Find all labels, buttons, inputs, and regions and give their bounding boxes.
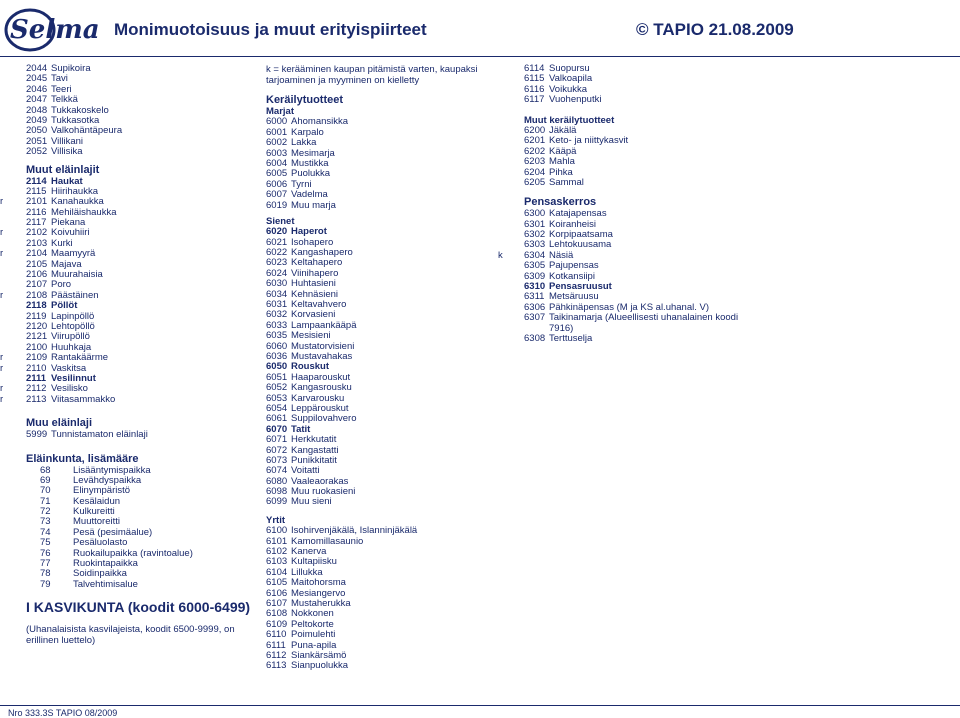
item-code: 2108 bbox=[26, 289, 48, 301]
item-name: Kamomillasaunio bbox=[291, 535, 364, 547]
item-name: Isohapero bbox=[291, 236, 334, 248]
item-code: 6006 bbox=[266, 178, 288, 190]
item-code: 6007 bbox=[266, 189, 288, 201]
column-1 bbox=[0, 63, 256, 647]
item-name: Peltokorte bbox=[291, 618, 334, 630]
item-name: Vuohenputki bbox=[549, 94, 602, 106]
other-animal-list bbox=[26, 430, 256, 440]
list-item bbox=[26, 507, 256, 517]
item-name: Pesäluolasto bbox=[73, 537, 128, 549]
kasvikunta-heading: I KASVIKUNTA (koodit 6000-6499) bbox=[26, 599, 251, 616]
item-name: Kanerva bbox=[291, 546, 327, 558]
shrub-list bbox=[498, 208, 754, 344]
item-name: Pöllöt bbox=[51, 300, 78, 312]
item-code: 6116 bbox=[524, 83, 545, 95]
item-name: Mehiläishaukka bbox=[51, 206, 117, 218]
item-code: 6080 bbox=[266, 475, 288, 487]
item-code: 6201 bbox=[524, 135, 546, 147]
item-name: Vadelma bbox=[291, 189, 328, 201]
item-code: 6303 bbox=[524, 239, 546, 251]
item-code: 70 bbox=[40, 485, 51, 497]
item-code: 2100 bbox=[26, 341, 48, 353]
item-code: 6109 bbox=[266, 618, 288, 630]
item-code: 2047 bbox=[26, 94, 48, 106]
item-name: Nokkonen bbox=[291, 608, 334, 620]
item-name: Koiranheisi bbox=[549, 218, 596, 230]
item-name: Ruokailupaikka (ravintoalue) bbox=[73, 547, 193, 559]
item-name: Vaskitsa bbox=[51, 362, 87, 374]
item-code: 77 bbox=[40, 558, 51, 570]
item-code: 6074 bbox=[266, 465, 288, 477]
attribute-list bbox=[26, 466, 256, 591]
item-name: Kotkansiipi bbox=[549, 270, 595, 282]
item-code: 2114 bbox=[26, 175, 47, 187]
item-name: Supikoira bbox=[51, 63, 91, 74]
item-code: 6002 bbox=[266, 137, 288, 149]
item-code: 79 bbox=[40, 578, 51, 590]
status-mark: r bbox=[0, 248, 4, 260]
item-name: Pähkinäpensas (M ja KS al.uhanal. V) bbox=[549, 301, 710, 313]
list-item bbox=[26, 569, 256, 579]
status-mark: r bbox=[0, 227, 4, 239]
item-name: 7916) bbox=[549, 322, 574, 334]
item-code: 6098 bbox=[266, 486, 288, 498]
item-name: Puolukka bbox=[291, 168, 331, 180]
item-code: 6113 bbox=[266, 660, 287, 672]
item-code: 78 bbox=[40, 568, 51, 580]
list-item bbox=[266, 497, 502, 507]
item-name: Tukkasotka bbox=[51, 114, 100, 126]
item-code: 6305 bbox=[524, 260, 546, 272]
item-name: Kangasrousku bbox=[291, 382, 352, 394]
bird-list bbox=[26, 64, 256, 158]
item-name: Taikinamarja (Alueellisesti uhanalainen koodi bbox=[549, 312, 739, 324]
item-code: 6310 bbox=[524, 281, 546, 293]
item-code: 2118 bbox=[26, 300, 47, 312]
item-code: 6300 bbox=[524, 208, 546, 220]
item-name: Näsiä bbox=[549, 249, 574, 261]
item-name: Kanahaukka bbox=[51, 196, 104, 208]
item-code: 6021 bbox=[266, 236, 288, 248]
item-name: Valkohäntäpeura bbox=[51, 125, 123, 137]
item-name: Lampaankääpä bbox=[291, 319, 357, 331]
item-code: 2045 bbox=[26, 73, 48, 85]
item-name: Teeri bbox=[51, 83, 72, 95]
item-code: 73 bbox=[40, 516, 51, 528]
item-name: Maitohorsma bbox=[291, 577, 346, 589]
item-code: 6104 bbox=[266, 566, 288, 578]
herb-list bbox=[266, 526, 502, 671]
item-code: 6032 bbox=[266, 309, 288, 321]
item-name: Lillukka bbox=[291, 566, 323, 578]
item-code: 6111 bbox=[266, 639, 286, 651]
item-code: 76 bbox=[40, 547, 51, 559]
section-heading: Muu eläinlaji bbox=[26, 417, 93, 430]
item-code: 2119 bbox=[26, 310, 47, 322]
item-name: Haaparouskut bbox=[291, 371, 351, 383]
item-code: 6308 bbox=[524, 332, 546, 344]
item-code: 6023 bbox=[266, 257, 288, 269]
item-code: 2102 bbox=[26, 227, 48, 239]
item-name: Mesimarja bbox=[291, 147, 335, 159]
item-code: 6105 bbox=[266, 577, 288, 589]
item-code: 6034 bbox=[266, 288, 288, 300]
item-name: Korpipaatsama bbox=[549, 229, 613, 241]
list-item bbox=[26, 147, 256, 157]
item-code: 6306 bbox=[524, 301, 546, 313]
item-name: Terttuselja bbox=[549, 332, 593, 344]
item-name: Tunnistamaton eläinlaji bbox=[51, 429, 148, 441]
subsection-heading: Marjat bbox=[266, 106, 294, 117]
item-name: Soidinpaikka bbox=[73, 568, 127, 580]
item-name: Herkkutatit bbox=[291, 434, 337, 446]
item-code: 2120 bbox=[26, 320, 48, 332]
list-item bbox=[266, 201, 502, 211]
item-code: 6108 bbox=[266, 608, 288, 620]
list-item bbox=[26, 528, 256, 538]
item-name: Pensasruusut bbox=[549, 281, 612, 293]
item-code: 6030 bbox=[266, 278, 288, 290]
item-code: 6033 bbox=[266, 319, 288, 331]
item-code: 6005 bbox=[266, 168, 288, 180]
item-name: Tyrni bbox=[291, 178, 312, 190]
item-name: Muurahaisia bbox=[51, 269, 103, 281]
header-rule bbox=[0, 56, 960, 57]
item-code: 6024 bbox=[266, 267, 288, 279]
item-name: Isohirvenjäkälä, Islanninjäkälä bbox=[291, 525, 418, 537]
list-item bbox=[26, 580, 256, 590]
item-name: Lapinpöllö bbox=[51, 310, 95, 322]
item-code: 6022 bbox=[266, 247, 288, 259]
item-name: Lisääntymispaikka bbox=[73, 464, 151, 476]
status-mark: r bbox=[0, 393, 4, 405]
item-code: 6301 bbox=[524, 218, 546, 230]
item-code: 2104 bbox=[26, 248, 48, 260]
item-name: Sianpuolukka bbox=[291, 660, 349, 672]
item-code: 68 bbox=[40, 464, 51, 476]
item-code: 2117 bbox=[26, 217, 47, 229]
item-name: Puna-apila bbox=[291, 639, 337, 651]
item-code: 6099 bbox=[266, 496, 288, 508]
item-code: 6204 bbox=[524, 166, 546, 178]
item-code: 2046 bbox=[26, 83, 48, 95]
item-name: Kehnäsieni bbox=[291, 288, 339, 300]
item-code: 6073 bbox=[266, 454, 288, 466]
item-name: Leppärouskut bbox=[291, 402, 349, 414]
list-item bbox=[26, 476, 256, 486]
item-code: 2106 bbox=[26, 269, 48, 281]
item-code: 2115 bbox=[26, 185, 47, 197]
item-code: 6202 bbox=[524, 145, 546, 157]
item-name: Tukkakoskelo bbox=[51, 104, 109, 116]
item-name: Hiirihaukka bbox=[51, 185, 98, 197]
item-name: Vesilisko bbox=[51, 383, 88, 395]
selma-logo bbox=[0, 0, 102, 56]
item-code: 2105 bbox=[26, 258, 48, 270]
item-name: Suppilovahvero bbox=[291, 413, 357, 425]
item-code: 2044 bbox=[26, 63, 48, 74]
item-name: Kurki bbox=[51, 237, 73, 249]
item-name: Keltahapero bbox=[291, 257, 343, 269]
item-name: Karpalo bbox=[291, 126, 324, 138]
item-code: 74 bbox=[40, 526, 51, 538]
subsection-heading: Yrtit bbox=[266, 514, 285, 526]
list-item bbox=[26, 486, 256, 496]
column-2 bbox=[266, 64, 502, 672]
item-name: Viirupöllö bbox=[51, 331, 90, 343]
item-code: 6110 bbox=[266, 629, 287, 641]
item-name: Lakka bbox=[291, 137, 317, 149]
item-code: 75 bbox=[40, 537, 51, 549]
item-name: Mahla bbox=[549, 156, 575, 168]
item-code: 6307 bbox=[524, 312, 546, 324]
footer-text: Nro 333.3S TAPIO 08/2009 bbox=[8, 708, 118, 718]
item-code: 72 bbox=[40, 506, 51, 518]
status-mark: k bbox=[498, 249, 503, 261]
item-name: Elinympäristö bbox=[73, 485, 131, 497]
item-name: Vesilinnut bbox=[51, 372, 96, 384]
item-name: Lehtokuusama bbox=[549, 239, 612, 251]
item-code: 2049 bbox=[26, 114, 48, 126]
item-name: Kulkureitti bbox=[73, 506, 115, 518]
item-name: Haperot bbox=[291, 226, 327, 238]
item-code: 2052 bbox=[26, 146, 48, 158]
item-code: 6304 bbox=[524, 249, 546, 261]
item-name: Koivuhiiri bbox=[51, 227, 90, 239]
item-code: 6072 bbox=[266, 444, 288, 456]
item-code: 2050 bbox=[26, 125, 48, 137]
item-code: 6302 bbox=[524, 229, 546, 241]
item-name: Huhtasieni bbox=[291, 278, 336, 290]
item-name: Mesisieni bbox=[291, 330, 331, 342]
item-name: Kangashapero bbox=[291, 247, 353, 259]
item-code: 6000 bbox=[266, 116, 288, 128]
item-code: 6004 bbox=[266, 157, 288, 169]
item-code: 6114 bbox=[524, 63, 545, 74]
item-name: Rouskut bbox=[291, 361, 329, 373]
item-code: 2103 bbox=[26, 237, 48, 249]
svg-text:Selma: Selma bbox=[10, 15, 100, 45]
item-name: Pesä (pesimäalue) bbox=[73, 526, 153, 538]
herb-list-continued bbox=[524, 64, 754, 106]
item-name: Korvasieni bbox=[291, 309, 336, 321]
item-code: 6112 bbox=[266, 649, 287, 661]
item-name: Tatit bbox=[291, 423, 311, 435]
item-code: 6054 bbox=[266, 402, 288, 414]
item-code: 6035 bbox=[266, 330, 288, 342]
item-name: Kultapiisku bbox=[291, 556, 337, 568]
item-code: 6311 bbox=[524, 291, 545, 303]
item-code: 2048 bbox=[26, 104, 48, 116]
status-mark: r bbox=[0, 362, 4, 374]
item-code: 6060 bbox=[266, 340, 288, 352]
item-name: Poimulehti bbox=[291, 629, 336, 641]
item-code: 6102 bbox=[266, 546, 288, 558]
item-code: 6107 bbox=[266, 597, 288, 609]
item-name: Lehtopöllö bbox=[51, 320, 95, 332]
list-item bbox=[266, 661, 502, 671]
item-name: Vaaleaorakas bbox=[291, 475, 349, 487]
item-name: Valkoapila bbox=[549, 73, 593, 85]
item-code: 2116 bbox=[26, 206, 47, 218]
item-name: Kääpä bbox=[549, 145, 577, 157]
item-name: Kangastatti bbox=[291, 444, 339, 456]
item-code: 6309 bbox=[524, 270, 546, 282]
item-name: Talvehtimisalue bbox=[73, 578, 138, 590]
mushroom-list bbox=[266, 227, 502, 508]
list-item bbox=[26, 497, 256, 507]
item-name: Mustikka bbox=[291, 157, 329, 169]
item-name: Haukat bbox=[51, 175, 83, 187]
item-code: 6200 bbox=[524, 124, 546, 136]
item-code: 6061 bbox=[266, 413, 288, 425]
item-code: 71 bbox=[40, 495, 51, 507]
item-name: Mustaherukka bbox=[291, 597, 351, 609]
item-code: 6106 bbox=[266, 587, 288, 599]
item-name: Tavi bbox=[51, 73, 68, 85]
item-code: 6020 bbox=[266, 226, 288, 238]
list-item bbox=[524, 178, 754, 188]
item-code: 6101 bbox=[266, 535, 288, 547]
status-mark: r bbox=[0, 196, 4, 208]
item-code: 6205 bbox=[524, 176, 546, 188]
item-name: Muu sieni bbox=[291, 496, 332, 508]
list-item bbox=[0, 393, 256, 405]
item-name: Rantakäärme bbox=[51, 352, 109, 364]
item-code: 6050 bbox=[266, 361, 288, 373]
item-name: Pajupensas bbox=[549, 260, 599, 272]
item-name: Karvarousku bbox=[291, 392, 345, 404]
footer-rule bbox=[0, 705, 960, 706]
copyright-text: © TAPIO 21.08.2009 bbox=[636, 20, 794, 39]
item-code: 2113 bbox=[26, 393, 47, 405]
item-name: Pihka bbox=[549, 166, 573, 178]
item-code: 6053 bbox=[266, 392, 288, 404]
item-name: Voikukka bbox=[549, 83, 588, 95]
item-code: 2051 bbox=[26, 135, 48, 147]
item-name: Katajapensas bbox=[549, 208, 607, 220]
item-name: Päästäinen bbox=[51, 289, 99, 301]
item-name: Maamyyrä bbox=[51, 248, 96, 260]
item-name: Majava bbox=[51, 258, 82, 270]
item-code: 2111 bbox=[26, 372, 47, 384]
item-code: 6117 bbox=[524, 94, 545, 106]
intro-note: k = kerääminen kaupan pitämistä varten, kaupaksi tarjoaminen ja myyminen on kielletty bbox=[266, 64, 478, 86]
item-name: Piekana bbox=[51, 217, 86, 229]
item-name: Ahomansikka bbox=[291, 116, 349, 128]
list-item bbox=[26, 549, 256, 559]
item-code: 6036 bbox=[266, 350, 288, 362]
column-3 bbox=[498, 63, 754, 344]
item-name: Levähdyspaikka bbox=[73, 474, 142, 486]
list-item bbox=[26, 430, 256, 440]
item-name: Keltavahvero bbox=[291, 299, 347, 311]
item-name: Villisika bbox=[51, 146, 83, 158]
item-name: Muuttoreitti bbox=[73, 516, 120, 528]
item-name: Punikkitatit bbox=[291, 454, 337, 466]
status-mark: r bbox=[0, 289, 4, 301]
page-header bbox=[0, 0, 960, 56]
section-heading: Eläinkunta, lisämääre bbox=[26, 452, 139, 465]
subsection-heading: Sienet bbox=[266, 215, 295, 227]
item-code: 6052 bbox=[266, 382, 288, 394]
item-code: 2121 bbox=[26, 331, 48, 343]
item-code: 6019 bbox=[266, 199, 288, 211]
item-code: 2109 bbox=[26, 352, 48, 364]
item-code: 2112 bbox=[26, 383, 47, 395]
item-name: Suopursu bbox=[549, 63, 590, 74]
berry-list bbox=[266, 117, 502, 211]
status-mark: r bbox=[0, 383, 4, 395]
item-code: 2107 bbox=[26, 279, 48, 291]
kasvikunta-note: (Uhanalaisista kasvilajeista, koodit 6500-9999, on erillinen luettelo) bbox=[26, 624, 235, 647]
item-name: Huuhkaja bbox=[51, 341, 92, 353]
item-code: 6031 bbox=[266, 299, 288, 311]
item-code: 69 bbox=[40, 474, 51, 486]
item-name: Viinihapero bbox=[291, 267, 339, 279]
item-name: Viitasammakko bbox=[51, 393, 116, 405]
item-name: Siankärsämö bbox=[291, 649, 347, 661]
item-name: Metsäruusu bbox=[549, 291, 599, 303]
other-animals-list bbox=[0, 175, 256, 406]
item-code: 5999 bbox=[26, 429, 48, 441]
item-name: Poro bbox=[51, 279, 72, 291]
item-code: 6100 bbox=[266, 525, 288, 537]
item-code: 2101 bbox=[26, 196, 48, 208]
item-code: 6051 bbox=[266, 371, 288, 383]
list-item bbox=[524, 95, 754, 105]
item-code: 6003 bbox=[266, 147, 288, 159]
item-code: 6001 bbox=[266, 126, 288, 138]
section-heading: Muut eläinlajit bbox=[26, 163, 100, 176]
item-name: Telkkä bbox=[51, 94, 78, 106]
status-mark: r bbox=[0, 352, 4, 364]
other-collectibles-list bbox=[524, 126, 754, 188]
item-code: 2110 bbox=[26, 362, 47, 374]
item-name: Jäkälä bbox=[549, 124, 577, 136]
page-title: Monimuotoisuus ja muut erityispiirteet bbox=[114, 20, 427, 39]
subsection-heading: Muut keräilytuotteet bbox=[524, 114, 615, 126]
item-name: Kesälaidun bbox=[73, 495, 121, 507]
item-name: Keto- ja niittykasvit bbox=[549, 135, 629, 147]
item-name: Ruokintapaikka bbox=[73, 558, 138, 570]
item-name: Mesiangervo bbox=[291, 587, 346, 599]
item-name: Voitatti bbox=[291, 465, 320, 477]
section-heading: Keräilytuotteet bbox=[266, 94, 344, 106]
item-code: 6103 bbox=[266, 556, 288, 568]
list-item bbox=[524, 334, 754, 344]
list-item bbox=[26, 559, 256, 569]
item-name: Muu ruokasieni bbox=[291, 486, 356, 498]
item-code: 6071 bbox=[266, 434, 288, 446]
item-name: Mustavahakas bbox=[291, 350, 353, 362]
section-heading: Pensaskerros bbox=[524, 196, 597, 209]
item-name: Muu marja bbox=[291, 199, 336, 211]
item-code: 6115 bbox=[524, 73, 545, 85]
item-name: Villikani bbox=[51, 135, 84, 147]
item-code: 6203 bbox=[524, 156, 546, 168]
item-name: Sammal bbox=[549, 176, 584, 188]
item-name: Mustatorvisieni bbox=[291, 340, 355, 352]
item-code: 6070 bbox=[266, 423, 288, 435]
